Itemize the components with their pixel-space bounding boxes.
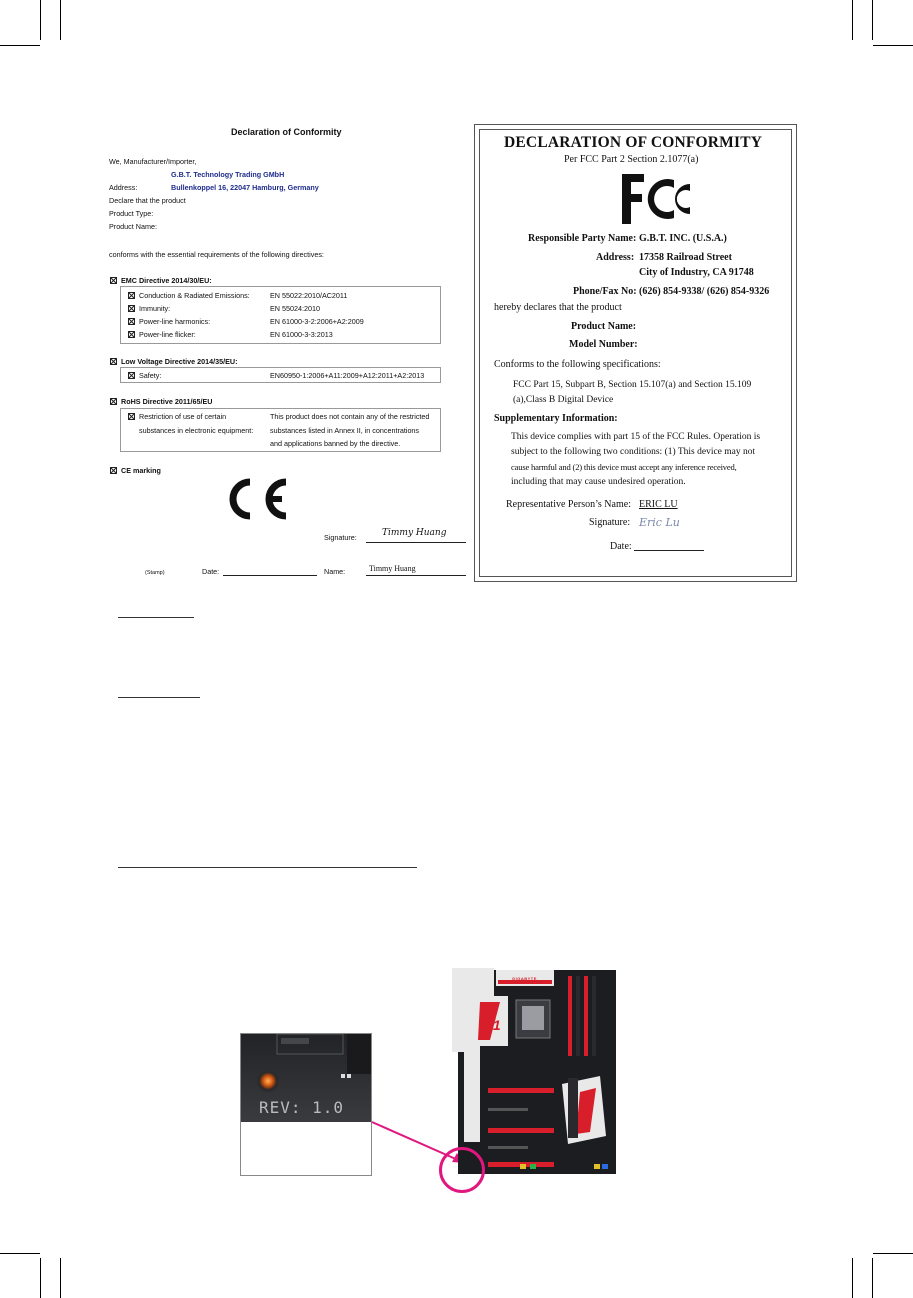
fcc-supp-title: Supplementary Information: — [494, 413, 618, 424]
crop-mark — [60, 0, 61, 40]
crop-mark — [852, 1258, 853, 1298]
stamp-label: (Stamp) — [145, 570, 165, 576]
emc-title: EMC Directive 2014/30/EU: — [121, 276, 212, 285]
lvd-title: Low Voltage Directive 2014/35/EU: — [121, 357, 238, 366]
rohs-right-2: substances listed in Annex II, in concentrations — [270, 426, 420, 435]
eu-address-label: Address: — [109, 183, 138, 192]
signature-line — [366, 542, 466, 543]
eu-product-type-label: Product Type: — [109, 209, 154, 218]
fcc-conforms: Conforms to the following specifications: — [494, 359, 661, 370]
emc-row-std: EN 55022:2010/AC2011 — [270, 291, 348, 300]
fcc-address-line1: 17358 Railroad Street — [639, 252, 732, 263]
signature-label: Signature: — [324, 533, 357, 542]
fcc-date-line — [634, 550, 704, 551]
fcc-phone-label: Phone/Fax No: — [573, 286, 637, 297]
eu-conforms: conforms with the essential requirements of the following directives: — [109, 250, 324, 259]
rohs-right-3: and applications banned by the directive. — [270, 439, 401, 448]
emc-row-name: Power-line flicker: — [139, 330, 196, 339]
rohs-title: RoHS Directive 2011/65/EU — [121, 397, 213, 406]
lvd-row-name: Safety: — [139, 371, 162, 380]
eu-product-name-label: Product Name: — [109, 222, 157, 231]
name-value: Timmy Huang — [369, 564, 416, 573]
emc-row-name: Immunity: — [139, 304, 171, 313]
lvd-row-std: EN60950-1:2006+A11:2009+A12:2011+A2:2013 — [270, 371, 425, 380]
crop-mark — [0, 1253, 40, 1254]
name-label: Name: — [324, 567, 346, 576]
crop-mark — [40, 1258, 41, 1298]
checkbox-icon — [128, 372, 135, 379]
board-brand-label: GIGABYTE — [512, 976, 537, 981]
fcc-phone-value: (626) 854-9338/ (626) 854-9326 — [639, 286, 770, 297]
emc-row-std: EN 61000-3-3:2013 — [270, 330, 333, 339]
section-underline — [118, 617, 194, 618]
rev-label: REV: 1.0 — [259, 1098, 345, 1117]
crop-mark — [872, 0, 873, 40]
eu-address-value: Bullenkoppel 16, 22047 Hamburg, Germany — [171, 183, 319, 192]
fcc-product-name-label: Product Name: — [571, 321, 637, 332]
signature-value: Timmy Huang — [382, 528, 447, 538]
eu-intro: We, Manufacturer/Importer, — [109, 157, 197, 166]
fcc-hereby: hereby declares that the product — [494, 302, 622, 313]
fcc-date-label: Date: — [610, 541, 632, 552]
section-underline — [118, 697, 200, 698]
ce-mark-icon — [220, 474, 292, 524]
emc-row-std: EN 61000-3-2:2006+A2:2009 — [270, 317, 364, 326]
fcc-supp-line4: including that may cause undesired operation. — [511, 477, 686, 487]
checkbox-icon — [110, 358, 117, 365]
checkbox-icon — [110, 467, 117, 474]
eu-company: G.B.T. Technology Trading GMbH — [171, 170, 285, 179]
fcc-subtitle: Per FCC Part 2 Section 2.1077(a) — [564, 154, 699, 165]
emc-row-name: Power-line harmonics: — [139, 317, 211, 326]
fcc-sig-value: Eric Lu — [639, 516, 680, 529]
crop-mark — [40, 0, 41, 40]
rohs-left-1: Restriction of use of certain — [139, 412, 227, 421]
crop-mark — [873, 45, 913, 46]
fcc-spec-line1: FCC Part 15, Subpart B, Section 15.107(a) and Section 15.109 — [513, 380, 752, 390]
eu-declare: Declare that the product — [109, 196, 186, 205]
fcc-supp-line3: cause harmful and (2) this device must accept any inference received, — [511, 462, 737, 472]
fcc-spec-line2: (a),Class B Digital Device — [513, 395, 614, 405]
crop-mark — [873, 1253, 913, 1254]
checkbox-icon — [128, 331, 135, 338]
fcc-party-label: Responsible Party Name: — [528, 233, 637, 244]
crop-mark — [872, 1258, 873, 1298]
callout-circle-icon — [439, 1147, 485, 1193]
rev-zoom-panel — [240, 1033, 372, 1176]
fcc-address-label: Address: — [596, 252, 635, 263]
rohs-left-2: substances in electronic equipment: — [139, 426, 254, 435]
crop-mark — [60, 1258, 61, 1298]
fcc-supp-line2: subject to the following two conditions: (1) This device may not — [511, 447, 756, 457]
date-line — [223, 575, 317, 576]
crop-mark — [852, 0, 853, 40]
checkbox-icon — [128, 305, 135, 312]
checkbox-icon — [110, 277, 117, 284]
fcc-address-line2: City of Industry, CA 91748 — [639, 267, 754, 278]
fcc-rep-value: ERIC LU — [639, 499, 678, 510]
date-label: Date: — [202, 567, 220, 576]
emc-row-name: Conduction & Radiated Emissions: — [139, 291, 250, 300]
motherboard-image — [450, 966, 620, 1176]
name-line — [366, 575, 466, 576]
ce-title: CE marking — [121, 466, 161, 475]
checkbox-icon — [128, 413, 135, 420]
emc-row-std: EN 55024:2010 — [270, 304, 320, 313]
fcc-sig-label: Signature: — [589, 517, 631, 528]
crop-mark — [0, 45, 40, 46]
fcc-title: DECLARATION OF CONFORMITY — [504, 134, 763, 151]
fcc-logo-icon — [618, 170, 694, 228]
eu-title: Declaration of Conformity — [231, 127, 342, 137]
section-underline — [118, 867, 417, 868]
fcc-party-value: G.B.T. INC. (U.S.A.) — [639, 233, 727, 244]
rohs-right-1: This product does not contain any of the restricted — [270, 412, 430, 421]
fcc-model-number-label: Model Number: — [569, 339, 638, 350]
checkbox-icon — [110, 398, 117, 405]
checkbox-icon — [128, 318, 135, 325]
fcc-supp-line1: This device complies with part 15 of the FCC Rules. Operation is — [511, 432, 761, 442]
fcc-rep-label: Representative Person’s Name: — [506, 499, 631, 510]
svg-text:G1: G1 — [482, 1017, 501, 1033]
checkbox-icon — [128, 292, 135, 299]
